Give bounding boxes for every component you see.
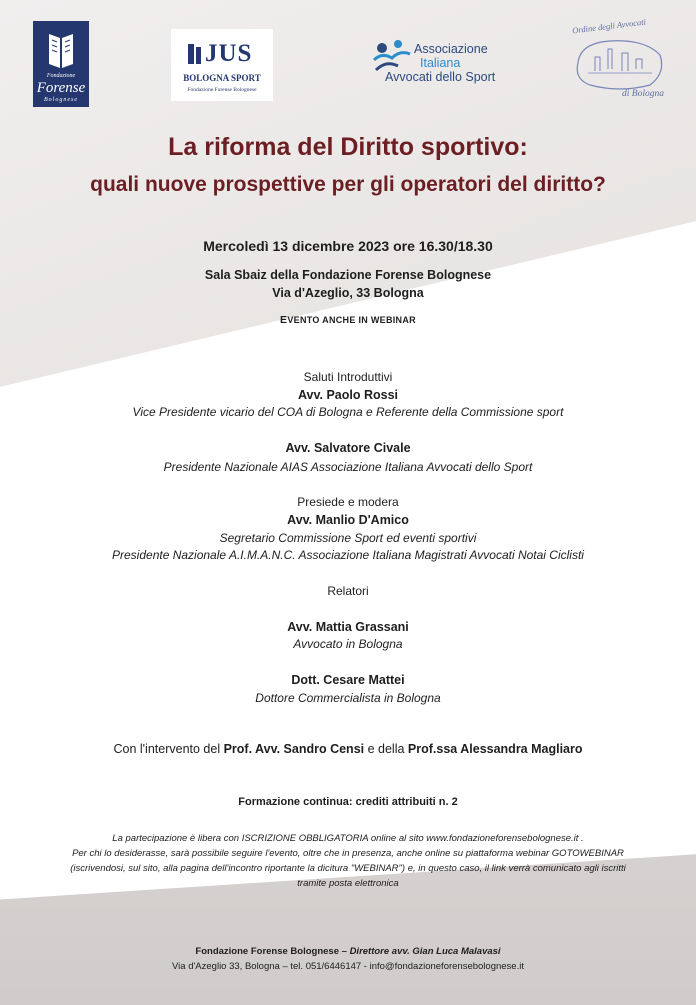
logo-ordine-avvocati: [566, 16, 676, 107]
speaker-mattei-desc: Dottore Commercialista in Bologna: [255, 691, 441, 705]
intervento-name1: Prof. Avv. Sandro Censi: [223, 742, 365, 756]
event-venue-line2: Via d'Azeglio, 33 Bologna: [272, 286, 424, 300]
aias-logo-line1: Associazione: [414, 42, 488, 56]
footer-director: Direttore avv. Gian Luca Malavasi: [349, 946, 501, 957]
event-date: Mercoledì 13 dicembre 2023 ore 16.30/18.30: [203, 238, 493, 254]
relatori-label: Relatori: [327, 584, 369, 598]
speaker-mattei-name: Dott. Cesare Mattei: [291, 673, 405, 687]
event-title-line2: quali nuove prospettive per gli operatori del diritto?: [90, 173, 606, 196]
event-title-line1: La riforma del Diritto sportivo:: [168, 133, 528, 161]
logo-fondazione-forense: [33, 21, 89, 107]
intervento-line: [0, 742, 696, 756]
footer-org: Fondazione Forense Bolognese: [195, 946, 339, 957]
fine-print-line3: (iscrivendosi, sul sito, alla pagina dell'incontro riportante la dicitura "WEBINAR") e, in questo caso, il link verrà comunicato agli iscritti: [70, 863, 626, 874]
city-walls-icon: [570, 33, 670, 93]
jus-logo-subtitle: BOLOGNA SPORT: [183, 73, 261, 83]
event-webinar-note: [0, 314, 696, 326]
saluti-label: Saluti Introduttivi: [303, 370, 393, 384]
footer-address: Via d'Azeglio 33, Bologna – tel. 051/6446147 - info@fondazioneforensebolognese.it: [172, 961, 524, 972]
ordine-logo-arc-text: Ordine degli Avvocati: [571, 16, 647, 36]
speaker-grassani-name: Avv. Mattia Grassani: [287, 620, 409, 634]
logo-jus-bologna-sport: [171, 29, 273, 101]
speaker-grassani-desc: Avvocato in Bologna: [293, 637, 403, 651]
footer-sep: –: [339, 946, 350, 957]
speaker-civale-name: Avv. Salvatore Civale: [285, 441, 411, 455]
forense-logo-line2: Forense: [36, 80, 86, 96]
aias-logo-line2: Italiana: [420, 56, 461, 70]
fine-print: [20, 831, 676, 891]
book-icon: [46, 30, 76, 70]
intervento-prefix: Con l'intervento del: [113, 742, 224, 756]
jus-mark-icon: [186, 41, 204, 67]
event-venue-line1: Sala Sbaiz della Fondazione Forense Bolognese: [204, 268, 492, 282]
jus-logo-title: JUS: [205, 40, 253, 67]
ordine-logo-bottom-text: di Bologna: [622, 89, 664, 99]
webinar-note-initial: E: [280, 314, 288, 326]
fine-print-line4: tramite posta elettronica: [297, 878, 399, 889]
speaker-damico-desc1: Segretario Commissione Sport ed eventi sportivi: [219, 531, 477, 545]
fine-print-line1: La partecipazione è libera con ISCRIZIONE OBBLIGATORIA online al sito www.fondazioneforensebolognese.it .: [112, 833, 584, 844]
speaker-damico-desc2: Presidente Nazionale A.I.M.A.N.C. Associazione Italiana Magistrati Avvocati Notai Ciclisti: [112, 548, 584, 562]
speaker-rossi-name: Avv. Paolo Rossi: [297, 388, 399, 402]
logo-aias: [370, 36, 520, 91]
webinar-note-rest: VENTO ANCHE IN WEBINAR: [287, 315, 416, 325]
intervento-middle: e della: [364, 742, 408, 756]
speaker-damico-name: Avv. Manlio D'Amico: [287, 513, 409, 527]
footer-org-line: [0, 946, 696, 957]
forense-logo-line1: Fondazione: [46, 73, 76, 79]
formazione-credits: Formazione continua: crediti attribuiti n. 2: [238, 796, 458, 808]
fine-print-line2: Per chi lo desiderasse, sarà possibile seguire l'evento, oltre che in presenza, anche online su piattaforma webinar GOTOWEBINAR: [72, 848, 624, 859]
speaker-civale-desc: Presidente Nazionale AIAS Associazione Italiana Avvocati dello Sport: [163, 460, 533, 474]
forense-logo-line3: Bolognese: [44, 97, 78, 103]
aias-logo-line3: Avvocati dello Sport: [385, 70, 496, 84]
speaker-rossi-desc: Vice Presidente vicario del COA di Bologna e Referente della Commissione sport: [132, 405, 564, 419]
intervento-name2: Prof.ssa Alessandra Magliaro: [407, 742, 583, 756]
presiede-label: Presiede e modera: [297, 495, 399, 509]
jus-logo-footer: Fondazione Forense Bolognese: [187, 87, 257, 93]
